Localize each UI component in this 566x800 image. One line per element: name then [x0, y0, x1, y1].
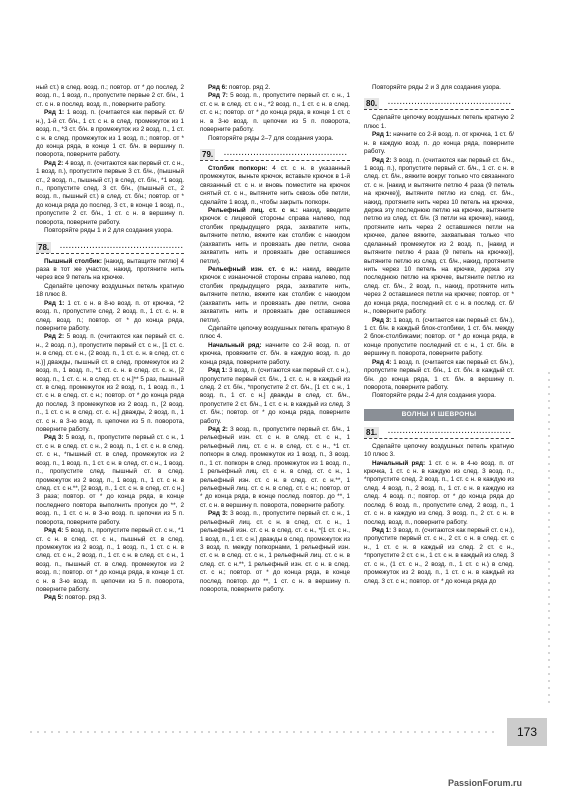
- dot: [548, 617, 550, 619]
- row-label: Ряд 1:: [208, 367, 228, 375]
- paragraph-text: 5 возд. п., пропустите первый ст. с н., 1 ст. с н. в след. ст. с н., *2 возд. п., 1 ст. с н. в след. ст. с н.; повтор. от * до конца ряда, в конце 1 ст. с н. в 3-ю возд. п. цепочки из 5 п. поворота, поверните работу.: [200, 92, 351, 134]
- dot: [548, 456, 550, 458]
- paragraph-text: Сделайте цепочку воздушных петель кратную 10 плюс 3.: [364, 442, 514, 459]
- dot: [548, 575, 550, 577]
- page-number-text: 173: [516, 725, 538, 739]
- section-rule: [200, 160, 350, 161]
- row-label: Столбик попкорн:: [208, 164, 268, 172]
- row-label: Начальный ряд:: [208, 341, 262, 349]
- section-rule: [364, 438, 514, 439]
- row-label: Ряд 2:: [372, 156, 392, 164]
- paragraph: [364, 317, 514, 359]
- paragraph-text: накид, введите крючок с изнаночной стороны справа налево, под столбик предыдущего ряда, захватите нить, вытяните петлю, вяжите как столбик с накидом (захватить нить и провязать две петли, снова захватить нить и провязать две оставшиеся петли).: [200, 266, 350, 324]
- paragraph: [200, 135, 350, 143]
- dot: [457, 731, 459, 733]
- paragraph-text: 5 возд. п. (считаются как первый ст. с. н., 2 возд. п.), пропустите первый ст. с н., [1 ст. с. н. в след. ст. с н., (2 возд. п., 1 ст. с. н. в след. ст. с н.)] дважды, пышный ст. в след. промежуток из 2 возд. п., 1 возд. п., *1 ст. с. н. в след. ст. с. н., [2 возд. п., 1 ст. с. н. в след. ст. с н.]** 5 раз, пышный ст. в след. промежуток из 2 возд. п., 1 возд. п., 1 ст. с н. в след. ст. с н.; повтор. от * до конца ряда до послед. 3 промежутков из 2 возд. п., [2 возд. п., 1 ст. с н. в след. ст. с. н.] дважды, 2 возд. п., 1 ст. с н. в 3-ю возд. п. цепочки из 5 п. поворота, поверните работу.: [36, 333, 184, 434]
- dot: [101, 731, 103, 733]
- dot: [80, 731, 82, 733]
- dot: [548, 680, 550, 682]
- paragraph-text: Сделайте цепочку воздушных петель кратную 2 плюс 1.: [364, 114, 514, 130]
- dot: [464, 731, 466, 733]
- dot: [378, 731, 380, 733]
- paragraph-text: начните со 2-й возд. п. от крючка, 1 ст. б/н. в каждую возд. п. до конца ряда, поверните работу.: [364, 131, 515, 156]
- dot: [336, 731, 338, 733]
- dot: [548, 561, 550, 563]
- dot: [293, 731, 295, 733]
- paragraph: [200, 510, 350, 594]
- row-label: Ряд 2:: [44, 333, 65, 341]
- row-label: Ряд 4:: [44, 527, 64, 535]
- paragraph-text: 4 ст. с н. в указанный промежуток, выньте крючок, вставьте крючок в 1-й связанный ст. с н. и вновь поместите на крючок снятый ст. с н., вытяните нить сквозь обе петли, сделайте 1 возд. п., чтобы закрыть попкорн.: [200, 164, 350, 206]
- dot: [548, 596, 550, 598]
- row-label: Начальный ряд:: [372, 459, 426, 467]
- dot: [357, 731, 359, 733]
- row-label: Ряд 1:: [44, 299, 65, 307]
- paragraph: [364, 392, 514, 400]
- row-label: Ряд 3:: [44, 434, 64, 442]
- row-label: Ряд 1:: [44, 109, 65, 117]
- dot: [548, 624, 550, 626]
- paragraph: [200, 426, 350, 510]
- dot: [51, 731, 53, 733]
- dot: [115, 731, 117, 733]
- paragraph-text: Повторяйте ряды 2–7 для создания узора.: [208, 134, 334, 142]
- dot: [548, 610, 550, 612]
- dot: [314, 731, 316, 733]
- section-rule: [364, 109, 514, 110]
- decorative-dots-horizontal: [30, 731, 495, 733]
- paragraph-text: повтор. ряд 2.: [227, 84, 271, 91]
- paragraph-text: 3 возд. п. (считаются как первый ст. с н.), пропустите первый ст. б/н., 1 ст. с. н. в каждый из след. 2 ст. б/н., *пропустите 2 ст. б/н., [1 ст. с н., 1 возд. п., 1 ст. с н.] дважды в след. ст. б/н., пропустите 2 ст. б/н., 1 ст. с н. в каждый из след. 3 ст. б/н.; повтор. от * до конца ряда, поверните работу.: [200, 367, 350, 425]
- dot: [179, 731, 181, 733]
- dot: [30, 731, 32, 733]
- dot: [548, 603, 550, 605]
- section-heading: [200, 149, 350, 162]
- row-label: Рельефный лиц. ст. с н.:: [208, 207, 298, 215]
- dot: [307, 731, 309, 733]
- paragraph-text: 5 возд. п., пропустите первый ст. с н., 1 ст. с н. в след. ст. с н., 2 возд. п., 1 ст. с н. в след. ст. с н., *пышный ст. в след. промежуток из 2 возд. п., 1 возд. п., 1 ст. с н. в след. ст. с н., 1 возд. п., пропустите след. пышный ст. в след. промежуток из 2 возд. п., 1 возд. п., 1 ст. с н. в след. ст. с н.**, [2 возд. п., 1 ст. с н. в след. ст. с н.] 3 раза; повтор. от * до конца ряда, в конце последнего повтора выполнить пропуск до **, 2 возд. п., 1 ст. с н. в 3-ю возд. п. цепочки из 5 п. поворота, поверните работу.: [36, 434, 184, 526]
- dot: [442, 731, 444, 733]
- dot: [548, 638, 550, 640]
- paragraph: [36, 258, 184, 283]
- dot: [548, 589, 550, 591]
- paragraph-text: 3 возд. п. (считаются как первый ст. б/н., 1 возд. п.), пропустите первый ст. б/н., 1 ст. с н. в след. ст. б/н., вяжите вокруг только что связанного ст. с н. [накид и вытяните петлю 4 раза (9 петель на крючке)], вытяните петлю из след. ст. б/н., накид, протяните нить через 10 петель на крючке, держа эту последнюю петлю на крючке, вытяните петлю из след. ст. б/н. (3 петли на крючке), накид, протяните нить через 2 оставшиеся петли на крючке, далее вяжите, захватывая только что сделанный промежуток из 2 возд. п., [накид и вытяните петлю 4 раза (9 петель на крючке)], вытяните петлю из след. ст. б/н., накид, протяните нить через 10 петель на крючке, держа эту последнюю петлю на крючке, вытяните петлю из след. ст. б/н., 2 возд. п., накид, протяните нить через 2 оставшиеся петли на крючке; повтор. от * до конца ряда, последний ст. с н. в послед. ст. б/н., поверните работу.: [364, 156, 514, 316]
- dot: [165, 731, 167, 733]
- row-label: Пышный столбик:: [44, 257, 102, 265]
- dot: [94, 731, 96, 733]
- dot: [73, 731, 75, 733]
- section-dots: ..........................................: [388, 99, 512, 107]
- dot: [371, 731, 373, 733]
- page-number: [507, 718, 547, 746]
- dot: [144, 731, 146, 733]
- dot: [449, 731, 451, 733]
- decorative-dots-vertical: [545, 372, 553, 708]
- dot: [58, 731, 60, 733]
- dot: [548, 519, 550, 521]
- dot: [208, 731, 210, 733]
- dot: [236, 731, 238, 733]
- row-label: Рельефный изн. ст. с н.:: [208, 266, 298, 274]
- paragraph-text: 1 ст. с н. в 4-ю возд. п. от крючка, 1 ст. с н. в каждую из след. 3 возд. п., *пропустите след. 2 возд. п., 1 ст. с н. в каждую из след. 4 возд. п., 2 возд. п., 1 ст. с н. в каждую из след. 4 возд. п.; повтор. от * до конца ряда до послед. 6 возд. п., пропустите след. 2 возд. п., 1 ст. с н. в каждую из след. 3 возд. п., 2 ст. с н. в послед. возд. п., поверните работу.: [364, 459, 514, 526]
- dot: [66, 731, 68, 733]
- paragraph-text: Сделайте цепочку воздушных петель кратную 8 плюс 4.: [200, 324, 350, 341]
- dot: [548, 547, 550, 549]
- paragraph-text: 1 возд. п. (считается как первый ст. б/н.), 1-й ст. б/н., 1 ст. с н. в след. промежуток из 1 возд. п., *3 ст. б/н. в промежуток из 2 возд. п., 1 ст. с н. в след. промежуток из 1 возд. п.; повтор. от * до конца ряда, в конце 1 ст. б/н. в вершину п. поворота, поверните работу.: [36, 109, 184, 159]
- dot: [229, 731, 231, 733]
- dot: [548, 673, 550, 675]
- row-label: Ряд 2:: [44, 159, 64, 167]
- section-dots: ..........................................: [388, 427, 512, 435]
- paragraph-text: повтор. ряд 3.: [63, 594, 107, 602]
- dot: [548, 645, 550, 647]
- dot: [272, 731, 274, 733]
- category-banner: ВОЛНЫ И ШЕВРОНЫ: [364, 409, 514, 421]
- dot: [548, 372, 550, 374]
- dot: [548, 533, 550, 535]
- dot: [435, 731, 437, 733]
- row-label: Ряд 2:: [208, 426, 228, 434]
- dot: [548, 652, 550, 654]
- paragraph-text: 3 возд. п., пропустите первый ст. с н., 1 рельефный лиц. ст. с н. в след. ст. с н., 1 рельефный изн. ст. с н. в след. ст. с н., *[1 ст. с н., 1 возд. п., 1 ст. с н.] дважды в след. промежуток из 3 возд. п. между попкорнами, 1 рельефный изн. ст. с н. в след. ст. с н., 1 рельефный лиц. ст. с н. в след. ст. с н.**, 1 рельефный изн. ст. с н. в след. ст. с н.; повтор. от * до конца ряда, в конце послед. повтор. до **, 1 ст. с н. в вершину п. поворота, поверните работу.: [200, 510, 351, 594]
- section-number: 81.: [366, 427, 378, 437]
- section-rule: [36, 253, 184, 254]
- section-heading: [36, 242, 184, 255]
- dot: [471, 731, 473, 733]
- row-label: Ряд 6:: [208, 84, 228, 91]
- dot: [87, 731, 89, 733]
- dot: [428, 731, 430, 733]
- dot: [279, 731, 281, 733]
- dot: [172, 731, 174, 733]
- dot: [186, 731, 188, 733]
- dot: [250, 731, 252, 733]
- paragraph: [200, 325, 350, 342]
- paragraph-text: 3 возд. п., пропустите первый ст. б/н., 1 рельефный изн. ст. с н. в след. ст. с н., 1 рельефный лиц. ст. с н. в след. ст. с н., *1 ст. попкорн в след. промежуток из 1 возд. п., 3 возд. п., 1 ст. попкорн в след. промежуток из 1 возд. п., 1 рельефный лиц. ст. с н. в след. ст. с н., 1 рельефный изн. ст. с н. в след. ст. с н.**, 1 рельефный лиц. ст. с н. в след. ст. с н.; повтор. от * до конца ряда, в конце послед. повтор. до **, 1 ст. с н. в вершину п. поворота, поверните работу.: [200, 426, 350, 509]
- dot: [548, 582, 550, 584]
- paragraph: [36, 84, 184, 109]
- paragraph-text: 5 возд. п., пропустите первый ст. с н., *1 ст. с н. в след. ст. с н., пышный ст. в след. промежуток из 2 возд. п., 1 возд. п., 1 ст. с н. в след. ст. с н., 2 возд. п., 1 ст. с н. в след. ст. с н., 1 возд. п., пышный ст. в след. промежуток из 2 возд. п.; повтор. от * до конца ряда, в конце 1 ст. с н. в 3-ю возд. п. цепочки из 5 п. поворота, поверните работу.: [36, 527, 184, 594]
- paragraph: [364, 443, 514, 460]
- dot: [158, 731, 160, 733]
- section-number: 79.: [202, 149, 214, 159]
- row-label: Ряд 1:: [372, 131, 392, 139]
- dot: [548, 393, 550, 395]
- paragraph: [200, 207, 350, 266]
- paragraph: [200, 342, 350, 367]
- dot: [300, 731, 302, 733]
- dot: [243, 731, 245, 733]
- dot: [548, 421, 550, 423]
- dot: [548, 540, 550, 542]
- dot: [130, 731, 132, 733]
- paragraph: [36, 283, 184, 300]
- paragraph: [364, 527, 514, 586]
- dot: [201, 731, 203, 733]
- dot: [548, 666, 550, 668]
- paragraph: [364, 460, 514, 527]
- dot: [492, 731, 494, 733]
- dot: [548, 449, 550, 451]
- paragraph-text: 3 возд. п. (считаются как первый ст. с н.), пропустите первый ст. с н., 2 ст. с н. в след. ст. с н., 1 ст. с н. в каждый из след. 2 ст. с н., *пропустите 2 ст. с н., 1 ст. с н. в каждый из след. 3 ст. с н., (1 ст. с н., 2 возд. п., 1 ст. с н.) в след. промежуток из 2 возд. п., 1 ст. с н. в каждый из след. 3 ст. с н.; повтор. от * до конца ряда до: [364, 526, 514, 585]
- dot: [343, 731, 345, 733]
- dot: [548, 400, 550, 402]
- paragraph: [36, 527, 184, 594]
- paragraph: [364, 359, 514, 393]
- dot: [421, 731, 423, 733]
- paragraph-text: Повторяйте ряды 2 и 3 для создания узора.: [372, 84, 501, 91]
- dot: [137, 731, 139, 733]
- paragraph: [36, 227, 184, 235]
- dot: [215, 731, 217, 733]
- section-heading: [364, 427, 514, 440]
- dot: [548, 442, 550, 444]
- paragraph: [364, 131, 514, 156]
- paragraph: [36, 160, 184, 227]
- dot: [548, 512, 550, 514]
- paragraph: [36, 300, 184, 334]
- dot: [194, 731, 196, 733]
- dot: [151, 731, 153, 733]
- paragraph-text: 4 возд. п. (считаются как первый ст. с н., 1 возд. п.), пропустите первые 3 ст. б/н., (пышный ст., 2 возд. п., пышный ст.) в след. ст. б/н., *1 возд. п., пропустите след. 3 ст. б/н., (пышный ст., 2 возд. п., пышный ст.) в след. ст. б/н.; повтор. от * до конца ряда до послед. 3 ст., в конце 1 возд. п., пропустите 2 ст. б/н., 1 ст. с н. в вершину п. поворота, поверните работу.: [36, 159, 184, 226]
- paragraph-text: 1 возд. п. (считается как первый ст. б/н.), 1 ст. б/н. в каждый блок-столбики, 1 ст. б/н. между 2 блок-столбиками; повтор. от * до конца ряда, в конце пропустите последний ст. с н., 1 ст. б/н. в вершину п. поворота, поверните работу.: [364, 316, 514, 358]
- dot: [548, 428, 550, 430]
- text-column-middle: [200, 84, 350, 594]
- dot: [548, 379, 550, 381]
- dot: [414, 731, 416, 733]
- paragraph: [200, 367, 350, 426]
- paragraph: [200, 266, 350, 325]
- paragraph-text: Повторяйте ряды 2-4 для создания узора.: [372, 392, 496, 400]
- watermark: PassionForum.ru: [448, 778, 523, 788]
- dot: [548, 631, 550, 633]
- paragraph: [200, 92, 350, 134]
- row-label: Ряд 3:: [208, 510, 228, 518]
- dot: [329, 731, 331, 733]
- paragraph-text: ный ст.) в след. возд. п.; повтор. от * до послед. 2 возд. п., 1 возд. п., пропустите первые 2 ст. б/н., 1 ст. с н. в послед. возд. п., поверните работу.: [36, 84, 184, 108]
- text-column-left: [36, 84, 184, 603]
- dot: [478, 731, 480, 733]
- dot: [122, 731, 124, 733]
- dot: [548, 526, 550, 528]
- paragraph-text: Сделайте цепочку воздушных петель кратную 18 плюс 8.: [36, 282, 184, 299]
- paragraph: [36, 594, 184, 602]
- row-label: Ряд 1:: [372, 526, 392, 534]
- dot: [548, 694, 550, 696]
- dot: [321, 731, 323, 733]
- paragraph: [364, 114, 514, 131]
- dot: [548, 484, 550, 486]
- dot: [548, 407, 550, 409]
- dot: [548, 554, 550, 556]
- section-dots: ..........................................: [60, 242, 184, 250]
- dot: [548, 477, 550, 479]
- dot: [393, 731, 395, 733]
- row-label: Ряд 7:: [208, 92, 228, 100]
- dot: [548, 687, 550, 689]
- dot: [350, 731, 352, 733]
- section-dots: ..........................................: [224, 149, 348, 157]
- paragraph: [200, 165, 350, 207]
- dot: [548, 435, 550, 437]
- paragraph-text: накид, введите крючок с лицевой стороны справа налево, под столбик предыдущего ряда, захватите нить, вытяните петлю, вяжите как столбик с накидом (захватить нить и провязать две петли, снова захватить нить и провязать две оставшиеся петли).: [200, 207, 350, 265]
- dot: [548, 491, 550, 493]
- section-number: 80.: [366, 99, 378, 109]
- dot: [548, 659, 550, 661]
- dot: [548, 414, 550, 416]
- row-label: Ряд 5:: [44, 594, 64, 602]
- dot: [548, 386, 550, 388]
- paragraph-text: 1 ст. с н. в 8-ю возд. п. от крючка, *2 возд. п., пропустите след. 2 возд. п., 1 ст. с. н. в след. возд. п.; повтор. от * до конца ряда, поверните работу.: [36, 299, 185, 332]
- dot: [385, 731, 387, 733]
- dot: [485, 731, 487, 733]
- paragraph-text: Повторяйте ряды 1 и 2 для создания узора.: [44, 227, 173, 235]
- dot: [407, 731, 409, 733]
- dot: [265, 731, 267, 733]
- paragraph-text: начните со 2-й возд. п. от крючка, провяжите ст. б/н. в каждую возд. п. до конца ряда, поверните работу.: [200, 341, 350, 366]
- dot: [364, 731, 366, 733]
- section-number: 78.: [38, 242, 50, 252]
- dot: [37, 731, 39, 733]
- paragraph: [36, 109, 184, 160]
- paragraph: [364, 84, 514, 92]
- dot: [548, 568, 550, 570]
- row-label: Ряд 3:: [372, 316, 392, 324]
- dot: [400, 731, 402, 733]
- dot: [548, 505, 550, 507]
- paragraph: [36, 333, 184, 434]
- paragraph-text: 1 возд. п. (считается как первый ст. б/н.), пропустите первый ст. б/н., 1 ст. б/н. в каждый ст. б/н. до конца ряда, 1 ст. б/н. в вершину п. поворота, поверните работу.: [364, 358, 514, 391]
- text-column-right: [364, 84, 514, 586]
- dot: [44, 731, 46, 733]
- dot: [548, 470, 550, 472]
- dot: [548, 701, 550, 703]
- dot: [286, 731, 288, 733]
- paragraph: [36, 434, 184, 527]
- dot: [548, 463, 550, 465]
- paragraph: [364, 157, 514, 317]
- paragraph-text: [накид, вытащите петлю] 4 раза в тот же участок, накид, протяните нить через все 9 петель на крючке.: [36, 257, 184, 282]
- dot: [258, 731, 260, 733]
- row-label: Ряд 4:: [372, 358, 392, 366]
- section-heading: [364, 98, 514, 111]
- dot: [548, 498, 550, 500]
- dot: [108, 731, 110, 733]
- dot: [222, 731, 224, 733]
